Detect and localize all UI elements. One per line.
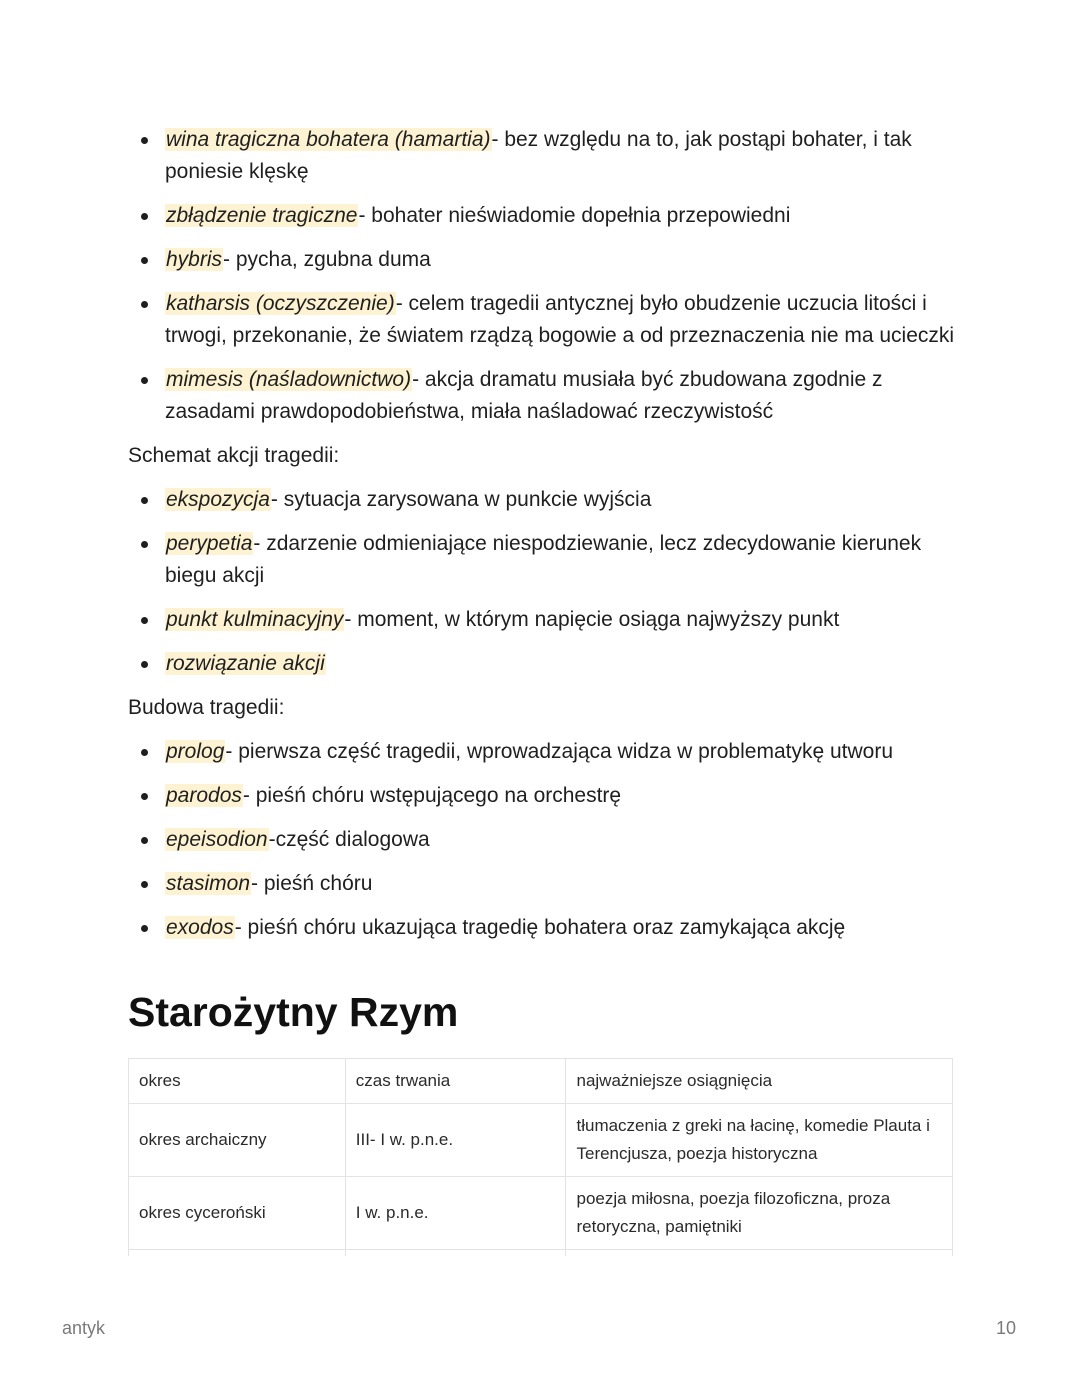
term: ekspozycja bbox=[166, 488, 270, 511]
term: stasimon bbox=[166, 872, 251, 895]
table-cell bbox=[566, 1250, 953, 1257]
term: exodos bbox=[166, 916, 234, 939]
table-cell bbox=[345, 1250, 566, 1257]
tragedy-structure-list bbox=[128, 736, 958, 944]
definition: - pieśń chóru wstępującego na orchestrę bbox=[242, 784, 622, 807]
list-item bbox=[128, 824, 958, 856]
list-item bbox=[128, 244, 958, 276]
term: katharsis (oczyszczenie) bbox=[166, 292, 395, 315]
definition: - bez względu na to, jak postąpi bohater, i tak poniesie klęskę bbox=[165, 128, 912, 183]
term: epeisodion bbox=[166, 828, 268, 851]
budowa-heading: Budowa tragedii: bbox=[128, 696, 285, 719]
table-cell: III- I w. p.n.e. bbox=[345, 1104, 566, 1177]
section-title: Starożytny Rzym bbox=[128, 989, 459, 1035]
term: prolog bbox=[166, 740, 225, 763]
table-continuation-row bbox=[129, 1250, 953, 1257]
table-cell bbox=[129, 1250, 346, 1257]
list-item bbox=[128, 200, 958, 232]
definition: - moment, w którym napięcie osiąga najwyższy punkt bbox=[344, 608, 840, 631]
definition: - akcja dramatu musiała być zbudowana zgodnie z zasadami prawdopodobieństwa, miała naśladować rzeczywistość bbox=[165, 368, 883, 423]
table-cell: okres archaiczny bbox=[129, 1104, 346, 1177]
footer-chapter: antyk bbox=[62, 1318, 106, 1338]
page-content bbox=[128, 124, 958, 1256]
rome-periods-table bbox=[128, 1058, 953, 1256]
table-row bbox=[129, 1104, 953, 1177]
list-item bbox=[128, 648, 958, 680]
list-item bbox=[128, 604, 958, 636]
header-cell: okres bbox=[129, 1059, 346, 1104]
list-item bbox=[128, 484, 958, 516]
header-cell: najważniejsze osiągnięcia bbox=[566, 1059, 953, 1104]
list-item bbox=[128, 528, 958, 592]
term: parodos bbox=[166, 784, 242, 807]
list-item bbox=[128, 736, 958, 768]
definition: - pieśń chóru bbox=[251, 872, 373, 895]
definition: - pycha, zgubna duma bbox=[223, 248, 431, 271]
table-row bbox=[129, 1177, 953, 1250]
definition: - pierwsza część tragedii, wprowadzająca widza w problematykę utworu bbox=[225, 740, 894, 763]
definition: - zdarzenie odmieniające niespodziewanie, lecz zdecydowanie kierunek biegu akcji bbox=[165, 532, 922, 587]
list-item bbox=[128, 124, 958, 188]
term: rozwiązanie akcji bbox=[166, 652, 325, 675]
term: hybris bbox=[166, 248, 223, 271]
header-cell: czas trwania bbox=[345, 1059, 566, 1104]
definition: - sytuacja zarysowana w punkcie wyjścia bbox=[270, 488, 652, 511]
definition: - bohater nieświadomie dopełnia przepowiedni bbox=[358, 204, 791, 227]
table-header-row bbox=[129, 1059, 953, 1104]
table-cell: okres cyceroński bbox=[129, 1177, 346, 1250]
table-cell: poezja miłosna, poezja filozoficzna, proza retoryczna, pamiętniki bbox=[566, 1177, 953, 1250]
definition: -część dialogowa bbox=[268, 828, 430, 851]
table-cell: I w. p.n.e. bbox=[345, 1177, 566, 1250]
tragedy-concepts-list bbox=[128, 124, 958, 428]
list-item bbox=[128, 288, 958, 352]
definition: - celem tragedii antycznej było obudzenie uczucia litości i trwogi, przekonanie, że światem rządzą bogowie a od przeznaczenia nie ma ucieczki bbox=[165, 292, 955, 347]
table-cell: tłumaczenia z greki na łacinę, komedie Plauta i Terencjusza, poezja historyczna bbox=[566, 1104, 953, 1177]
term: mimesis (naśladownictwo) bbox=[166, 368, 412, 391]
term: zbłądzenie tragiczne bbox=[166, 204, 358, 227]
page-number: 10 bbox=[995, 1318, 1016, 1338]
list-item bbox=[128, 780, 958, 812]
action-scheme-list bbox=[128, 484, 958, 680]
list-item bbox=[128, 868, 958, 900]
list-item bbox=[128, 364, 958, 428]
schemat-heading: Schemat akcji tragedii: bbox=[128, 444, 340, 467]
definition: - pieśń chóru ukazująca tragedię bohatera oraz zamykająca akcję bbox=[234, 916, 846, 939]
term: punkt kulminacyjny bbox=[166, 608, 344, 631]
term: wina tragiczna bohatera (hamartia) bbox=[166, 128, 491, 151]
term: perypetia bbox=[166, 532, 253, 555]
list-item bbox=[128, 912, 958, 944]
